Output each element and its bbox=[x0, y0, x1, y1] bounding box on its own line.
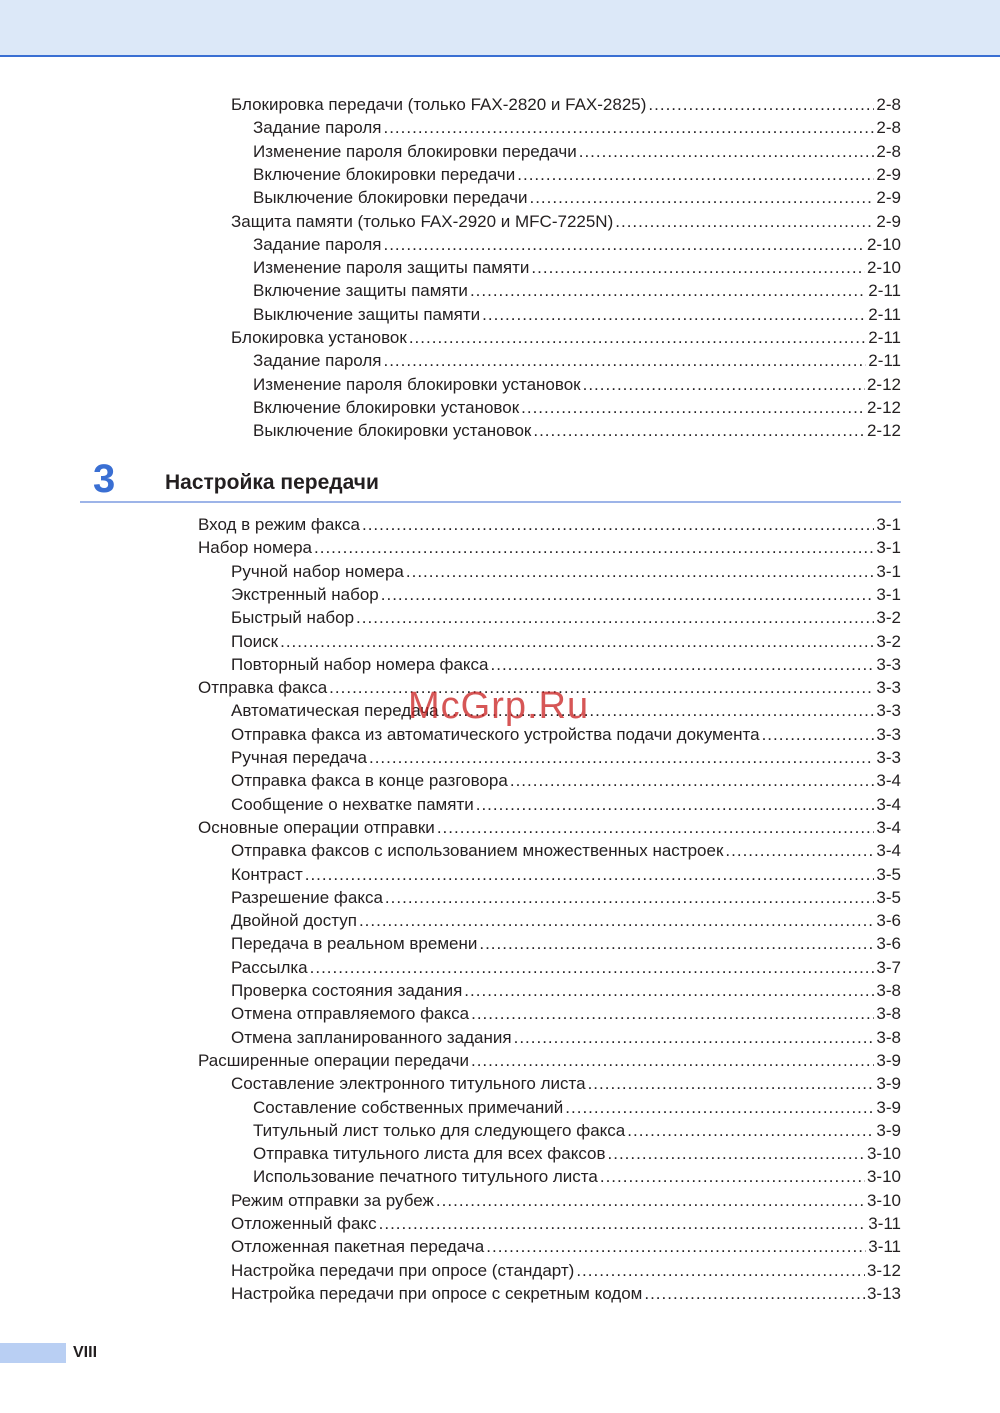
toc-entry-page: 3-11 bbox=[868, 1214, 901, 1233]
toc-entry-title: Блокировка установок bbox=[231, 328, 407, 347]
toc-entry[interactable] bbox=[198, 1049, 901, 1072]
toc-entry-title: Сообщение о нехватке памяти bbox=[231, 794, 474, 814]
toc-entry-page: 3-3 bbox=[876, 724, 901, 744]
toc-entry-title: Выключение блокировки установок bbox=[253, 421, 532, 441]
toc-entry[interactable] bbox=[253, 396, 901, 419]
toc-entry-page: 2-8 bbox=[876, 118, 901, 138]
toc-entry-title: Составление собственных примечаний bbox=[253, 1097, 564, 1117]
toc-entry[interactable] bbox=[231, 1259, 901, 1282]
toc-entry-title: Набор номера bbox=[198, 538, 312, 558]
toc-entry[interactable] bbox=[231, 793, 901, 816]
toc-entry[interactable] bbox=[198, 816, 901, 839]
toc-entry[interactable] bbox=[231, 606, 901, 629]
toc-entry-title: Повторный набор номера факса bbox=[231, 654, 489, 674]
toc-entry-title: Поиск bbox=[231, 631, 279, 651]
toc-entry[interactable] bbox=[231, 863, 901, 886]
toc-entry[interactable] bbox=[253, 140, 901, 163]
toc-entry-title: Выключение блокировки передачи bbox=[253, 188, 528, 208]
toc-dot-leader bbox=[588, 1072, 875, 1095]
toc-entry-title: Отправка титульного листа для всех факсов bbox=[253, 1144, 606, 1164]
toc-entry-title: Автоматическая передача bbox=[231, 701, 439, 721]
page-tab-marker bbox=[0, 1343, 66, 1363]
page-number: VIII bbox=[73, 1344, 98, 1361]
toc-dot-leader bbox=[305, 863, 875, 886]
toc-dot-leader bbox=[381, 583, 875, 606]
toc-entry-page: 3-8 bbox=[876, 1004, 901, 1024]
toc-entry-page: 3-9 bbox=[876, 1074, 901, 1094]
toc-entry-title: Изменение пароля защиты памяти bbox=[253, 258, 530, 278]
toc-entry-title: Передача в реальном времени bbox=[231, 934, 478, 954]
toc-dot-leader bbox=[615, 210, 874, 233]
toc-entry-page: 3-8 bbox=[876, 1027, 901, 1047]
toc-entry-page: 3-1 bbox=[876, 515, 901, 534]
toc-entry-title: Задание пароля bbox=[253, 234, 382, 254]
toc-entry-title: Отложенная пакетная передача bbox=[231, 1237, 485, 1257]
toc-dot-leader bbox=[627, 1119, 874, 1142]
toc-dot-leader bbox=[383, 233, 864, 256]
toc-entry[interactable] bbox=[231, 326, 901, 349]
toc-entry-page: 3-2 bbox=[876, 631, 901, 651]
toc-entry-title: Режим отправки за рубеж bbox=[231, 1190, 434, 1210]
toc-entry[interactable] bbox=[231, 909, 901, 932]
toc-entry[interactable] bbox=[231, 1212, 901, 1235]
toc-entry-page: 3-10 bbox=[866, 1190, 901, 1210]
toc-entry[interactable] bbox=[231, 839, 901, 862]
toc-entry-title: Расширенные операции передачи bbox=[198, 1050, 469, 1070]
toc-entry[interactable] bbox=[231, 932, 901, 955]
toc-entry-title: Блокировка передачи (только FAX-2820 и FAX-2825) bbox=[231, 95, 647, 114]
toc-entry[interactable] bbox=[253, 349, 901, 372]
toc-entry-title: Разрешение факса bbox=[231, 887, 383, 907]
toc-dot-leader bbox=[471, 1049, 874, 1072]
toc-dot-leader bbox=[517, 163, 874, 186]
toc-dot-leader bbox=[648, 93, 874, 116]
toc-dot-leader bbox=[369, 746, 874, 769]
toc-entry-title: Отмена отправляемого факса bbox=[231, 1004, 470, 1024]
toc-entry-title: Ручная передача bbox=[231, 748, 367, 767]
toc-entry[interactable] bbox=[231, 210, 901, 233]
toc-entry[interactable] bbox=[253, 303, 901, 326]
toc-dot-leader bbox=[409, 326, 866, 349]
toc-entry[interactable] bbox=[231, 583, 901, 606]
toc-entry-title: Быстрый набор bbox=[231, 608, 355, 628]
toc-entry[interactable] bbox=[253, 419, 901, 442]
toc-dot-leader bbox=[359, 909, 874, 932]
toc-entry-page: 2-10 bbox=[866, 258, 901, 278]
toc-entry-page: 2-9 bbox=[876, 211, 901, 231]
toc-entry-page: 3-12 bbox=[866, 1260, 901, 1280]
toc-dot-leader bbox=[479, 932, 874, 955]
toc-dot-leader bbox=[314, 536, 874, 559]
toc-entry-title: Основные операции отправки bbox=[198, 817, 435, 837]
toc-entry-title: Проверка состояния задания bbox=[231, 981, 463, 1000]
toc-entry-page: 3-4 bbox=[876, 771, 901, 791]
toc-entry[interactable] bbox=[231, 93, 901, 116]
toc-dot-leader bbox=[531, 256, 865, 279]
toc-dot-leader bbox=[510, 769, 875, 792]
toc-entry[interactable] bbox=[231, 979, 901, 1002]
toc-dot-leader bbox=[471, 1002, 874, 1025]
toc-entry-page: 3-3 bbox=[876, 654, 901, 674]
toc-dot-leader bbox=[514, 1026, 875, 1049]
toc-entry-page: 2-12 bbox=[866, 374, 901, 394]
header-band bbox=[0, 0, 1000, 57]
toc-dot-leader bbox=[583, 373, 865, 396]
toc-entry-page: 3-13 bbox=[866, 1283, 901, 1303]
toc-entry-page: 2-10 bbox=[866, 234, 901, 254]
toc-entry[interactable] bbox=[198, 513, 901, 536]
toc-entry[interactable] bbox=[253, 233, 901, 256]
toc-entry[interactable] bbox=[231, 886, 901, 909]
toc-entry[interactable] bbox=[253, 116, 901, 139]
toc-entry-title: Выключение защиты памяти bbox=[253, 304, 481, 324]
toc-entry-title: Рассылка bbox=[231, 957, 308, 977]
toc-entry-page: 3-4 bbox=[876, 817, 901, 837]
toc-dot-leader bbox=[470, 279, 866, 302]
toc-entry[interactable] bbox=[231, 1072, 901, 1095]
toc-entry[interactable] bbox=[231, 1189, 901, 1212]
toc-dot-leader bbox=[310, 956, 875, 979]
toc-entry-title: Отправка факсов с использованием множественных настроек bbox=[231, 841, 724, 861]
toc-entry[interactable] bbox=[231, 630, 901, 653]
toc-entry-title: Настройка передачи при опросе с секретным кодом bbox=[231, 1283, 643, 1303]
toc-entry-title: Настройка передачи при опросе (стандарт) bbox=[231, 1260, 575, 1280]
toc-entry-title: Включение защиты памяти bbox=[253, 281, 468, 301]
toc-entry-title: Включение блокировки установок bbox=[253, 397, 520, 417]
toc-dot-leader bbox=[725, 839, 874, 862]
toc-dot-leader bbox=[486, 1235, 866, 1258]
toc-dot-leader bbox=[644, 1282, 865, 1305]
toc-dot-leader bbox=[491, 653, 875, 676]
toc-entry-page: 2-9 bbox=[876, 164, 901, 184]
toc-entry-page: 3-3 bbox=[876, 701, 901, 721]
toc-entry-page: 2-11 bbox=[868, 328, 901, 347]
toc-entry-title: Титульный лист только для следующего факса bbox=[253, 1120, 626, 1140]
toc-entry-page: 2-9 bbox=[876, 188, 901, 208]
toc-entry-page: 3-8 bbox=[876, 981, 901, 1000]
toc-entry-title: Вход в режим факса bbox=[198, 515, 360, 534]
toc-dot-leader bbox=[579, 140, 875, 163]
toc-entry[interactable] bbox=[253, 373, 901, 396]
watermark: McGrp.Ru bbox=[408, 685, 590, 727]
toc-entry[interactable] bbox=[231, 956, 901, 979]
toc-entry[interactable] bbox=[253, 1142, 901, 1165]
toc-entry[interactable] bbox=[231, 1235, 901, 1258]
toc-entry[interactable] bbox=[231, 746, 901, 769]
toc-dot-leader bbox=[383, 116, 874, 139]
toc-entry-page: 2-12 bbox=[866, 397, 901, 417]
toc-entry-title: Составление электронного титульного листа bbox=[231, 1074, 586, 1094]
toc-entry-page: 3-5 bbox=[876, 864, 901, 884]
toc-entry-page: 2-8 bbox=[876, 141, 901, 161]
toc-dot-leader bbox=[464, 979, 874, 1002]
toc-entry-title: Отмена запланированного задания bbox=[231, 1027, 512, 1047]
toc-entry-page: 3-4 bbox=[876, 794, 901, 814]
toc-dot-leader bbox=[608, 1142, 865, 1165]
toc-entry[interactable] bbox=[253, 163, 901, 186]
toc-dot-leader bbox=[576, 1259, 865, 1282]
toc-entry-page: 3-1 bbox=[876, 561, 901, 581]
toc-entry-title: Задание пароля bbox=[253, 118, 382, 138]
toc-entry-page: 3-6 bbox=[876, 911, 901, 931]
toc-entry-title: Использование печатного титульного листа bbox=[253, 1167, 598, 1187]
toc-entry-page: 3-9 bbox=[876, 1120, 901, 1140]
toc-entry-title: Отправка факса в конце разговора bbox=[231, 771, 508, 791]
toc-dot-leader bbox=[437, 816, 875, 839]
chapter-title: Настройка передачи bbox=[165, 471, 379, 494]
toc-entry-page: 3-1 bbox=[876, 538, 901, 558]
toc-entry-page: 2-11 bbox=[868, 304, 901, 324]
toc-entry-page: 3-6 bbox=[876, 934, 901, 954]
toc-entry-page: 3-7 bbox=[876, 957, 901, 977]
toc-entry-title: Ручной набор номера bbox=[231, 561, 404, 581]
toc-entry-title: Двойной доступ bbox=[231, 911, 357, 931]
toc-entry-page: 3-1 bbox=[876, 584, 901, 604]
chapter-divider bbox=[80, 501, 901, 503]
toc-entry-page: 2-11 bbox=[868, 351, 901, 371]
toc-entry-page: 3-9 bbox=[876, 1050, 901, 1070]
toc-entry-page: 2-12 bbox=[866, 421, 901, 441]
toc-entry-title: Контраст bbox=[231, 864, 303, 884]
toc-entry-page: 3-3 bbox=[876, 678, 901, 698]
toc-entry[interactable] bbox=[231, 1282, 901, 1305]
toc-dot-leader bbox=[600, 1165, 865, 1188]
toc-entry-page: 3-2 bbox=[876, 608, 901, 628]
toc-entry-page: 3-4 bbox=[876, 841, 901, 861]
toc-dot-leader bbox=[476, 793, 875, 816]
toc-entry[interactable] bbox=[198, 536, 901, 559]
toc-entry[interactable] bbox=[231, 560, 901, 583]
toc-dot-leader bbox=[482, 303, 866, 326]
toc-entry-title: Экстренный набор bbox=[231, 584, 379, 604]
toc-entry-page: 3-11 bbox=[868, 1237, 901, 1257]
chapter-number: 3 bbox=[93, 457, 116, 501]
toc-dot-leader bbox=[385, 886, 875, 909]
toc-entry-title: Изменение пароля блокировки передачи bbox=[253, 141, 577, 161]
toc-entry-page: 3-9 bbox=[876, 1097, 901, 1117]
toc-entry-page: 2-8 bbox=[876, 95, 901, 114]
toc-dot-leader bbox=[565, 1096, 874, 1119]
toc-entry-page: 3-10 bbox=[866, 1167, 901, 1187]
toc-entry-page: 2-11 bbox=[868, 281, 901, 301]
toc-dot-leader bbox=[379, 1212, 867, 1235]
toc-dot-leader bbox=[521, 396, 865, 419]
toc-entry[interactable] bbox=[231, 1026, 901, 1049]
toc-entry-title: Включение блокировки передачи bbox=[253, 164, 516, 184]
toc-entry-page: 3-10 bbox=[866, 1144, 901, 1164]
toc-dot-leader bbox=[356, 606, 874, 629]
toc-dot-leader bbox=[280, 630, 874, 653]
toc-entry[interactable] bbox=[231, 653, 901, 676]
toc-entry[interactable] bbox=[253, 1165, 901, 1188]
toc-dot-leader bbox=[436, 1189, 865, 1212]
toc-entry-title: Отложенный факс bbox=[231, 1214, 377, 1233]
toc-dot-leader bbox=[533, 419, 865, 442]
toc-entry-title: Изменение пароля блокировки установок bbox=[253, 374, 581, 394]
toc-entry-title: Задание пароля bbox=[253, 351, 382, 371]
toc-entry[interactable] bbox=[253, 186, 901, 209]
toc-dot-leader bbox=[383, 349, 866, 372]
toc-entry-title: Защита памяти (только FAX-2920 и MFC-7225N) bbox=[231, 211, 614, 231]
toc-entry-page: 3-5 bbox=[876, 887, 901, 907]
toc-entry[interactable] bbox=[253, 279, 901, 302]
toc-entry[interactable] bbox=[253, 256, 901, 279]
toc-entry-title: Отправка факса bbox=[198, 678, 328, 698]
toc-entry[interactable] bbox=[253, 1119, 901, 1142]
toc-dot-leader bbox=[762, 723, 875, 746]
toc-dot-leader bbox=[406, 560, 875, 583]
toc-entry[interactable] bbox=[231, 769, 901, 792]
toc-dot-leader bbox=[362, 513, 874, 536]
toc-entry-title: Отправка факса из автоматического устройства подачи документа bbox=[231, 724, 760, 744]
toc-entry-page: 3-3 bbox=[876, 748, 901, 767]
toc-entry[interactable] bbox=[231, 1002, 901, 1025]
toc-entry[interactable] bbox=[253, 1096, 901, 1119]
toc-dot-leader bbox=[529, 186, 874, 209]
